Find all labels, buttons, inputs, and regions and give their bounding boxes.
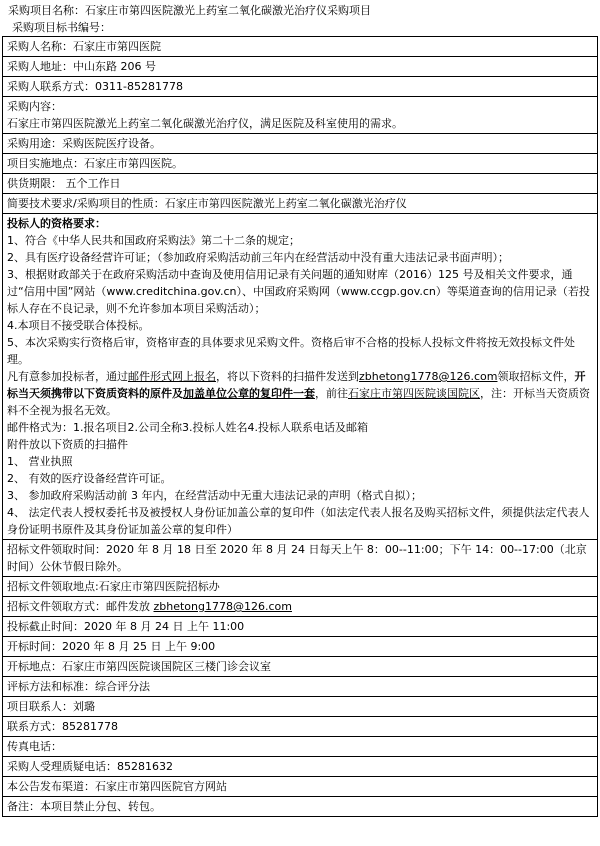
attachment-2: 2、 有效的医疗设备经营许可证。: [7, 472, 172, 485]
reg-method: 邮件形式网上报名: [128, 370, 216, 383]
doc-way-email-link[interactable]: zbhetong1778@126.com: [153, 600, 292, 613]
attachment-intro: 附件放以下资质的扫描件: [7, 438, 128, 451]
purchase-content: [3, 97, 598, 134]
reg-bold-text: 开标当天须携带以下资质资料的原件及: [7, 370, 586, 400]
opening-time: 开标时间：2020 年 8 月 25 日 上午 9:00: [3, 637, 598, 657]
reg-text-g: ，前往: [315, 387, 348, 400]
opening-place: 开标地点：石家庄市第四医院谈国院区三楼门诊会议室: [3, 657, 598, 677]
purchaser-contact: 采购人联系方式：0311-85281778: [3, 77, 598, 97]
reg-text-d: 领取招标文件，: [497, 370, 575, 383]
doc-collect-time: 招标文件领取时间：2020 年 8 月 18 日至 2020 年 8 月 24 日每天上午 8：00--11:00；下午 14：00--17:00（北京时间）公休节假日除外。: [3, 540, 598, 577]
qualification-item-5: 5、本次采购实行资格后审，资格审查的具体要求见采购文件。资格后审不合格的投标人投标文件将按无效投标文件处理。: [7, 336, 575, 366]
remark: 备注：本项目禁止分包、转包。: [3, 797, 598, 817]
reg-bold-underline: 加盖单位公章的复印件一套: [183, 387, 315, 400]
attachment-1: 1、 营业执照: [7, 455, 73, 468]
registration-paragraph: [7, 368, 593, 419]
project-contact: 项目联系人：刘璐: [3, 697, 598, 717]
attachment-3: 3、 参加政府采购活动前 3 年内，在经营活动中无重大违法记录的声明（格式自拟）；: [7, 489, 422, 502]
doc-collect-way: [3, 597, 598, 617]
reg-text-c: ，将以下资料的扫描件发送到: [216, 370, 359, 383]
project-location: 项目实施地点：石家庄市第四医院。: [3, 154, 598, 174]
content-label: 采购内容：: [7, 100, 62, 113]
fax-phone: 传真电话：: [3, 737, 598, 757]
qualification-section: [3, 214, 598, 540]
qualification-item-1: 1、符合《中华人民共和国政府采购法》第二十二条的规定；: [7, 234, 300, 247]
reg-note: ，注：开标当天资质资料不全视为报名无效。: [7, 387, 590, 417]
purchaser-name: 采购人名称：石家庄市第四医院: [3, 37, 598, 57]
info-table: [2, 36, 598, 817]
contact-phone: 联系方式：85281778: [3, 717, 598, 737]
reg-venue: 石家庄市第四医院谈国院区: [348, 387, 480, 400]
purchase-purpose: 采购用途：采购医院医疗设备。: [3, 134, 598, 154]
project-name: 采购项目名称：石家庄市第四医院激光上药室二氧化碳激光治疗仪采购项目: [8, 4, 371, 17]
qualification-title: 投标人的资格要求：: [7, 217, 106, 230]
query-phone: 采购人受理质疑电话：85281632: [3, 757, 598, 777]
qualification-item-2: 2、具有医疗设备经营许可证；（参加政府采购活动前三年内在经营活动中没有重大违法记录书面声明）；: [7, 251, 509, 264]
doc-way-label: 招标文件领取方式：邮件发放: [7, 600, 154, 613]
publish-channel: 本公告发布渠道：石家庄市第四医院官方网站: [3, 777, 598, 797]
tender-number: 采购项目标书编号：: [12, 21, 111, 34]
qualification-item-3: 3、根据财政部关于在政府采购活动中查询及使用信用记录有关问题的通知财库（2016）125 号及相关文件要求，通过“信用中国”网站（www.creditchina.gov.cn）、中国政府采购网（www.ccgp.gov.cn）等渠道查询的信用记录（若投标人存在不良记录，则不允许参加本项目采购活动）；: [7, 268, 590, 315]
qualification-item-4: 4.本项目不接受联合体投标。: [7, 319, 150, 332]
header: [0, 0, 600, 36]
technical-requirements: 简要技术要求/采购项目的性质：石家庄市第四医院激光上药室二氧化碳激光治疗仪: [3, 194, 598, 214]
content-text: 石家庄市第四医院激光上药室二氧化碳激光治疗仪，满足医院及科室使用的需求。: [7, 117, 403, 130]
mail-format: 邮件格式为：1.报名项目2.公司全称3.投标人姓名4.投标人联系电话及邮箱: [7, 421, 368, 434]
reg-email-link[interactable]: zbhetong1778@126.com: [359, 370, 498, 383]
purchaser-address: 采购人地址：中山东路 206 号: [3, 57, 598, 77]
evaluation-method: 评标方法和标准：综合评分法: [3, 677, 598, 697]
delivery-period: 供货期限： 五个工作日: [3, 174, 598, 194]
reg-text-a: 凡有意参加投标者，通过: [7, 370, 128, 383]
doc-collect-place: 招标文件领取地点:石家庄市第四医院招标办: [3, 577, 598, 597]
bid-deadline: 投标截止时间：2020 年 8 月 24 日 上午 11:00: [3, 617, 598, 637]
attachment-4: 4、 法定代表人授权委托书及被授权人身份证加盖公章的复印件（如法定代表人报名及购买招标文件，须提供法定代表人身份证明书原件及其身份证加盖公章的复印件）: [7, 506, 590, 536]
